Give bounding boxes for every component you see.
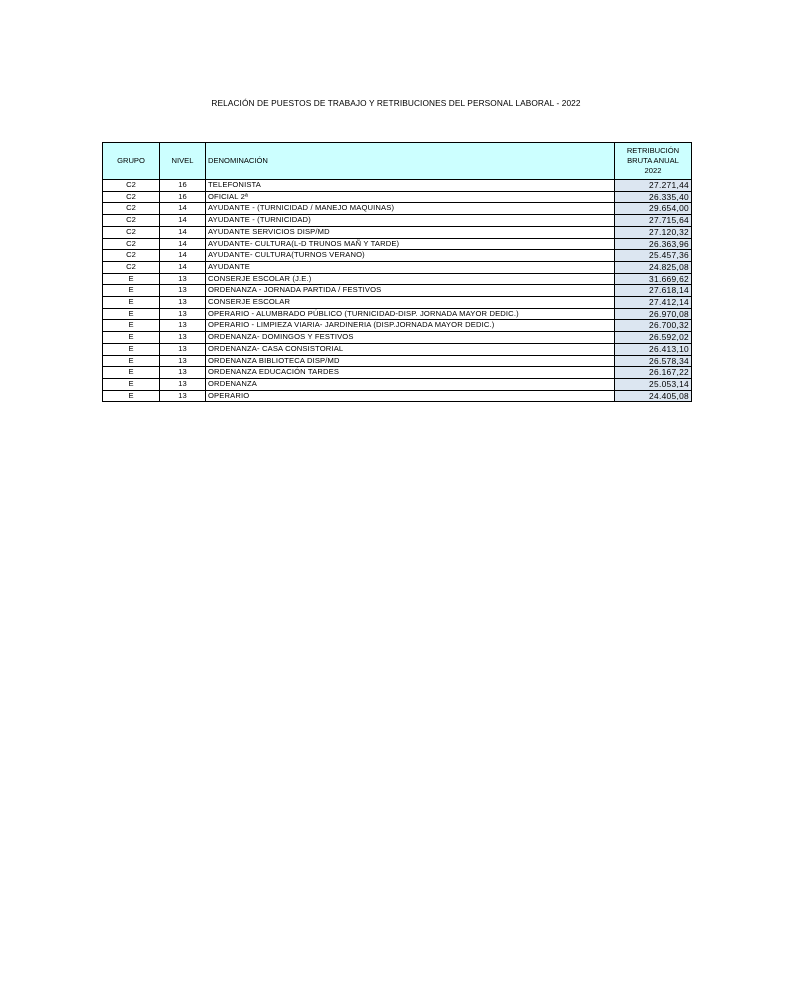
cell-grupo: C2 xyxy=(103,226,160,238)
table-row xyxy=(103,378,692,390)
table-row xyxy=(103,273,692,285)
cell-denominacion: AYUDANTE SERVICIOS DISP/MD xyxy=(206,226,615,238)
table-row xyxy=(103,226,692,238)
cell-nivel: 14 xyxy=(160,250,206,262)
table-row xyxy=(103,308,692,320)
cell-nivel: 13 xyxy=(160,367,206,379)
cell-retribucion: 24.405,08 xyxy=(615,390,692,402)
cell-retribucion: 26.335,40 xyxy=(615,191,692,203)
cell-retribucion: 26.700,32 xyxy=(615,320,692,332)
job-positions-table xyxy=(102,142,692,402)
header-retribucion-line3: 2022 xyxy=(644,166,662,175)
table-body xyxy=(103,180,692,402)
cell-nivel: 14 xyxy=(160,238,206,250)
cell-grupo: E xyxy=(103,390,160,402)
cell-nivel: 13 xyxy=(160,378,206,390)
cell-denominacion: TELEFONISTA xyxy=(206,180,615,192)
cell-nivel: 13 xyxy=(160,273,206,285)
cell-grupo: E xyxy=(103,308,160,320)
cell-grupo: E xyxy=(103,285,160,297)
table-row xyxy=(103,203,692,215)
cell-nivel: 13 xyxy=(160,285,206,297)
table-row xyxy=(103,355,692,367)
cell-nivel: 13 xyxy=(160,355,206,367)
cell-grupo: E xyxy=(103,332,160,344)
table-row xyxy=(103,215,692,227)
cell-nivel: 13 xyxy=(160,320,206,332)
table-row xyxy=(103,367,692,379)
table-row xyxy=(103,261,692,273)
cell-grupo: E xyxy=(103,355,160,367)
cell-retribucion: 25.053,14 xyxy=(615,378,692,390)
cell-retribucion: 25.457,36 xyxy=(615,250,692,262)
cell-denominacion: AYUDANTE- CULTURA(TURNOS VERANO) xyxy=(206,250,615,262)
table-row xyxy=(103,180,692,192)
cell-nivel: 13 xyxy=(160,332,206,344)
cell-nivel: 13 xyxy=(160,308,206,320)
cell-nivel: 14 xyxy=(160,203,206,215)
cell-retribucion: 26.167,22 xyxy=(615,367,692,379)
cell-nivel: 13 xyxy=(160,390,206,402)
cell-denominacion: ORDENANZA EDUCACIÓN TARDES xyxy=(206,367,615,379)
cell-denominacion: AYUDANTE xyxy=(206,261,615,273)
cell-retribucion: 27.120,32 xyxy=(615,226,692,238)
cell-grupo: C2 xyxy=(103,250,160,262)
cell-denominacion: CONSERJE ESCOLAR (J.E.) xyxy=(206,273,615,285)
cell-nivel: 13 xyxy=(160,297,206,309)
cell-grupo: E xyxy=(103,320,160,332)
cell-nivel: 16 xyxy=(160,180,206,192)
cell-retribucion: 26.578,34 xyxy=(615,355,692,367)
cell-denominacion: AYUDANTE - (TURNICIDAD / MANEJO MAQUINAS) xyxy=(206,203,615,215)
cell-denominacion: ORDENANZA BIBLIOTECA DISP/MD xyxy=(206,355,615,367)
table-row xyxy=(103,250,692,262)
header-nivel: NIVEL xyxy=(160,143,206,180)
table-row xyxy=(103,332,692,344)
cell-retribucion: 27.618,14 xyxy=(615,285,692,297)
cell-retribucion: 27.715,64 xyxy=(615,215,692,227)
cell-nivel: 16 xyxy=(160,191,206,203)
cell-nivel: 13 xyxy=(160,343,206,355)
cell-nivel: 14 xyxy=(160,226,206,238)
cell-grupo: C2 xyxy=(103,261,160,273)
cell-denominacion: OPERARIO - LIMPIEZA VIARIA- JARDINERIA (DISP.JORNADA MAYOR DEDIC.) xyxy=(206,320,615,332)
cell-denominacion: AYUDANTE- CULTURA(L-D TRUNOS MAÑ Y TARDE) xyxy=(206,238,615,250)
cell-grupo: E xyxy=(103,378,160,390)
cell-grupo: E xyxy=(103,343,160,355)
document-title: RELACIÓN DE PUESTOS DE TRABAJO Y RETRIBUCIONES DEL PERSONAL LABORAL - 2022 xyxy=(211,98,581,108)
cell-retribucion: 29.654,00 xyxy=(615,203,692,215)
header-retribucion-line2: BRUTA ANUAL xyxy=(627,156,679,165)
table-row xyxy=(103,320,692,332)
cell-denominacion: ORDENANZA- CASA CONSISTORIAL xyxy=(206,343,615,355)
cell-denominacion: AYUDANTE - (TURNICIDAD) xyxy=(206,215,615,227)
header-retribucion-line1: RETRIBUCIÓN xyxy=(626,146,680,155)
cell-nivel: 14 xyxy=(160,215,206,227)
cell-retribucion: 31.669,62 xyxy=(615,273,692,285)
cell-denominacion: ORDENANZA- DOMINGOS Y FESTIVOS xyxy=(206,332,615,344)
table-row xyxy=(103,285,692,297)
cell-denominacion: CONSERJE ESCOLAR xyxy=(206,297,615,309)
cell-retribucion: 26.413,10 xyxy=(615,343,692,355)
table-row xyxy=(103,238,692,250)
table-row xyxy=(103,191,692,203)
cell-grupo: C2 xyxy=(103,180,160,192)
header-denominacion: DENOMINACIÓN xyxy=(206,143,615,180)
cell-grupo: C2 xyxy=(103,191,160,203)
cell-grupo: E xyxy=(103,273,160,285)
cell-nivel: 14 xyxy=(160,261,206,273)
cell-grupo: C2 xyxy=(103,215,160,227)
table-row xyxy=(103,390,692,402)
cell-grupo: E xyxy=(103,367,160,379)
cell-grupo: C2 xyxy=(103,203,160,215)
cell-denominacion: OFICIAL 2ª xyxy=(206,191,615,203)
cell-retribucion: 26.970,08 xyxy=(615,308,692,320)
cell-grupo: E xyxy=(103,297,160,309)
cell-denominacion: ORDENANZA xyxy=(206,378,615,390)
cell-retribucion: 24.825,08 xyxy=(615,261,692,273)
header-retribucion xyxy=(615,143,692,180)
cell-retribucion: 27.271,44 xyxy=(615,180,692,192)
header-grupo: GRUPO xyxy=(103,143,160,180)
cell-grupo: C2 xyxy=(103,238,160,250)
table-header-row xyxy=(103,143,692,180)
cell-denominacion: OPERARIO - ALUMBRADO PÚBLICO (TURNICIDAD-DISP. JORNADA MAYOR DEDIC.) xyxy=(206,308,615,320)
cell-retribucion: 26.363,96 xyxy=(615,238,692,250)
table-row xyxy=(103,297,692,309)
cell-retribucion: 26.592,02 xyxy=(615,332,692,344)
cell-denominacion: ORDENANZA - JORNADA PARTIDA / FESTIVOS xyxy=(206,285,615,297)
table-row xyxy=(103,343,692,355)
cell-retribucion: 27.412,14 xyxy=(615,297,692,309)
cell-denominacion: OPERARIO xyxy=(206,390,615,402)
